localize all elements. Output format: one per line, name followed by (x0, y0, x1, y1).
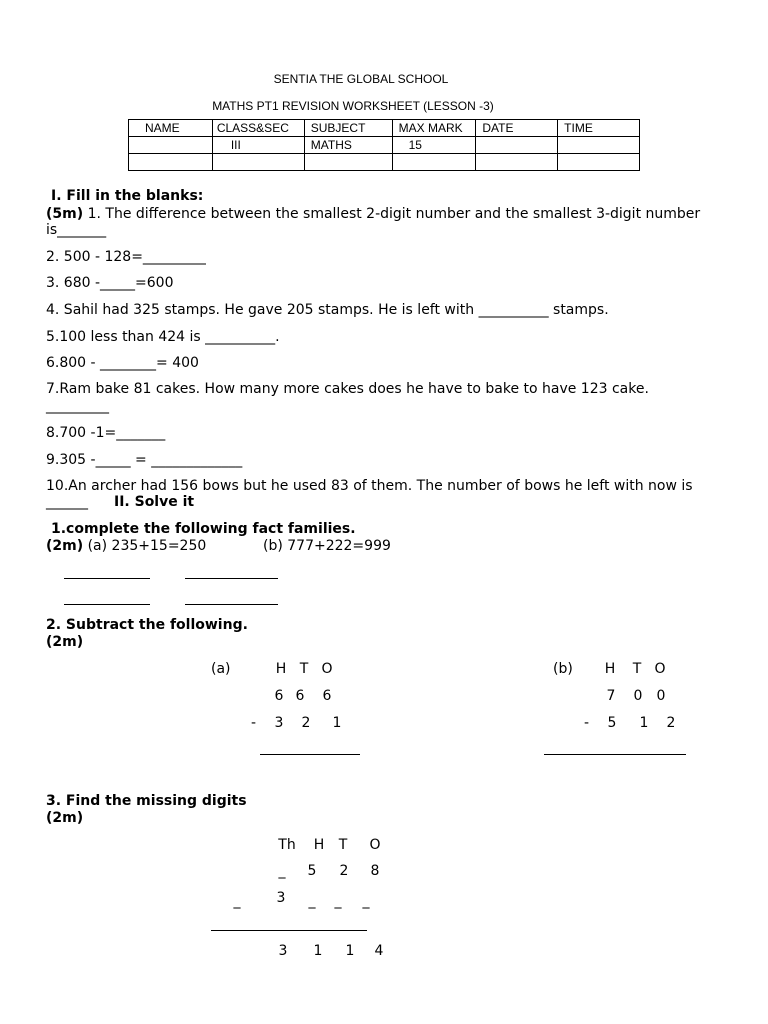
cell-empty[interactable] (476, 154, 558, 171)
minus-sign: - (584, 715, 590, 731)
digit: 6 (274, 688, 284, 704)
answer-line (544, 754, 686, 755)
digit: 0 (633, 688, 643, 704)
table-row (129, 137, 640, 154)
answer-line (64, 578, 150, 579)
question-10: 10.An archer had 156 bows but he used 83 of them. The number of bows he left with now is (46, 478, 693, 494)
answer-line (260, 754, 360, 755)
digit: 5 (307, 863, 317, 879)
place-hundreds: H (604, 661, 616, 677)
fact-family-a: (a) 235+15=250 (87, 538, 207, 554)
fact-families-marks: (2m) (46, 538, 84, 554)
digit: 1 (313, 943, 323, 959)
cell-max-mark[interactable]: 15 (392, 137, 476, 154)
digit: 2 (301, 715, 311, 731)
minus-sign: - (251, 715, 257, 731)
digit: 6 (295, 688, 305, 704)
section1-marks: (5m) (46, 206, 84, 222)
digit: 4 (374, 943, 384, 959)
digit: 7 (606, 688, 616, 704)
place-ones: O (654, 661, 666, 677)
cell-subject[interactable]: MATHS (304, 137, 392, 154)
question-1-cont: is_______ (46, 222, 107, 238)
digit: 3 (276, 890, 286, 906)
question-7-cont: _________ (46, 398, 109, 414)
blank-digit: _ (334, 893, 342, 909)
col-class-sec: CLASS&SEC (212, 120, 304, 137)
missing-digits-title: 3. Find the missing digits (46, 793, 247, 809)
digit: 2 (666, 715, 676, 731)
missing-digits-marks: (2m) (46, 810, 84, 826)
col-max-mark: MAX MARK (392, 120, 476, 137)
info-table (128, 119, 640, 171)
table-row (129, 154, 640, 171)
question-1 (46, 206, 700, 222)
blank-digit: _ (278, 863, 286, 879)
table-header-row (129, 120, 640, 137)
place-thousands: Th (278, 837, 296, 853)
place-tens: T (338, 837, 348, 853)
question-6: 6.800 - ________= 400 (46, 355, 199, 371)
digit: 0 (656, 688, 666, 704)
place-hundreds: H (275, 661, 287, 677)
question-9: 9.305 -_____ = _____________ (46, 452, 243, 468)
cell-empty[interactable] (558, 154, 640, 171)
question-5: 5.100 less than 424 is __________. (46, 329, 280, 345)
question-4: 4. Sahil had 325 stamps. He gave 205 stamps. He is left with __________ stamps. (46, 302, 609, 318)
digit: 2 (339, 863, 349, 879)
place-ones: O (321, 661, 333, 677)
cell-empty[interactable] (304, 154, 392, 171)
answer-line (185, 578, 278, 579)
col-name: NAME (129, 120, 213, 137)
cell-name[interactable] (129, 137, 213, 154)
cell-empty[interactable] (212, 154, 304, 171)
question-10-cont: ______ (46, 494, 88, 510)
col-date: DATE (476, 120, 558, 137)
question-7: 7.Ram bake 81 cakes. How many more cakes does he have to bake to have 123 cake. (46, 381, 649, 397)
subtract-marks: (2m) (46, 634, 84, 650)
fact-families-questions (46, 538, 206, 554)
digit: 3 (274, 715, 284, 731)
digit: 3 (278, 943, 288, 959)
fact-family-b: (b) 777+222=999 (263, 538, 391, 554)
fact-families-title: 1.complete the following fact families. (51, 521, 356, 537)
cell-date[interactable] (476, 137, 558, 154)
subtract-title: 2. Subtract the following. (46, 617, 248, 633)
school-name: SENTIA THE GLOBAL SCHOOL (273, 72, 449, 86)
blank-digit: _ (308, 893, 316, 909)
subtract-b-label: (b) (553, 661, 573, 677)
subtract-a-label: (a) (211, 661, 231, 677)
digit: 6 (322, 688, 332, 704)
question-1-text: 1. The difference between the smallest 2-digit number and the smallest 3-digit number (87, 206, 701, 222)
blank-digit: _ (362, 893, 370, 909)
section1-title: I. Fill in the blanks: (51, 188, 204, 204)
place-hundreds: H (313, 837, 325, 853)
worksheet-title: MATHS PT1 REVISION WORKSHEET (LESSON -3) (212, 99, 494, 113)
question-8: 8.700 -1=_______ (46, 425, 166, 441)
blank-digit: _ (233, 893, 241, 909)
question-2: 2. 500 - 128=_________ (46, 249, 206, 265)
question-3: 3. 680 -_____=600 (46, 275, 174, 291)
place-tens: T (299, 661, 309, 677)
digit: 1 (345, 943, 355, 959)
col-time: TIME (558, 120, 640, 137)
cell-class-sec[interactable]: III (212, 137, 304, 154)
digit: 1 (332, 715, 342, 731)
digit: 8 (370, 863, 380, 879)
answer-line (185, 604, 278, 605)
digit: 1 (639, 715, 649, 731)
section2-title: II. Solve it (114, 494, 195, 510)
cell-time[interactable] (558, 137, 640, 154)
place-ones: O (369, 837, 381, 853)
cell-empty[interactable] (392, 154, 476, 171)
answer-line (211, 930, 367, 931)
col-subject: SUBJECT (304, 120, 392, 137)
digit: 5 (607, 715, 617, 731)
cell-empty[interactable] (129, 154, 213, 171)
place-tens: T (632, 661, 642, 677)
answer-line (64, 604, 150, 605)
